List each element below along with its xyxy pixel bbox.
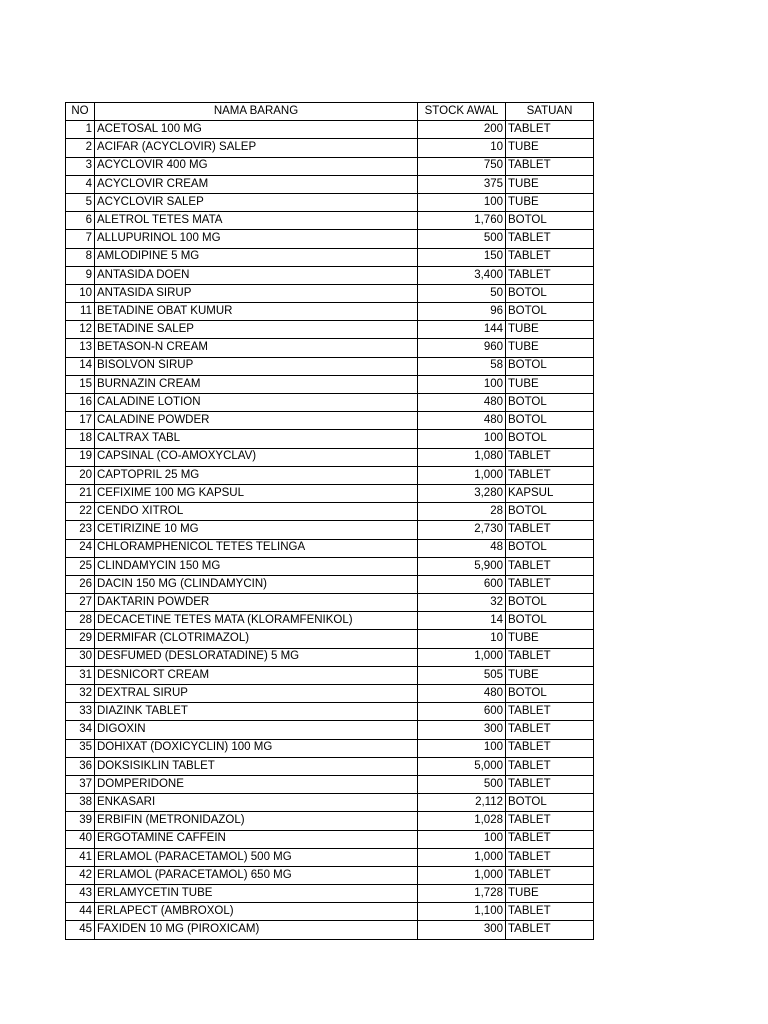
unit-value: BOTOL (506, 212, 594, 230)
row-number: 25 (66, 557, 95, 575)
stock-value: 500 (418, 230, 506, 248)
unit-value: TABLET (506, 848, 594, 866)
unit-value: TABLET (506, 830, 594, 848)
table-row (66, 339, 594, 357)
row-number: 31 (66, 666, 95, 684)
unit-value: TABLET (506, 903, 594, 921)
row-number: 21 (66, 484, 95, 502)
stock-value: 1,000 (418, 466, 506, 484)
stock-value: 14 (418, 612, 506, 630)
stock-value: 10 (418, 630, 506, 648)
stock-value: 28 (418, 503, 506, 521)
row-number: 6 (66, 212, 95, 230)
table-row (66, 794, 594, 812)
stock-value: 5,900 (418, 557, 506, 575)
table-row (66, 175, 594, 193)
item-name: BURNAZIN CREAM (95, 375, 418, 393)
row-number: 33 (66, 703, 95, 721)
table-row (66, 903, 594, 921)
stock-value: 100 (418, 375, 506, 393)
table-row (66, 121, 594, 139)
row-number: 11 (66, 303, 95, 321)
stock-value: 1,000 (418, 848, 506, 866)
table-row (66, 266, 594, 284)
row-number: 20 (66, 466, 95, 484)
header-unit: SATUAN (506, 103, 594, 121)
stock-value: 32 (418, 594, 506, 612)
unit-value: TUBE (506, 666, 594, 684)
stock-value: 3,280 (418, 484, 506, 502)
table-row (66, 848, 594, 866)
row-number: 44 (66, 903, 95, 921)
item-name: DIGOXIN (95, 721, 418, 739)
table-row (66, 503, 594, 521)
item-name: ERLAMOL (PARACETAMOL) 650 MG (95, 866, 418, 884)
table-row (66, 757, 594, 775)
item-name: ANTASIDA DOEN (95, 266, 418, 284)
header-stock: STOCK AWAL (418, 103, 506, 121)
row-number: 2 (66, 139, 95, 157)
row-number: 34 (66, 721, 95, 739)
row-number: 39 (66, 812, 95, 830)
item-name: BISOLVON SIRUP (95, 357, 418, 375)
row-number: 12 (66, 321, 95, 339)
header-row (66, 103, 594, 121)
table-row (66, 866, 594, 884)
item-name: DACIN 150 MG (CLINDAMYCIN) (95, 575, 418, 593)
table-row (66, 193, 594, 211)
unit-value: TABLET (506, 866, 594, 884)
item-name: DOKSISIKLIN TABLET (95, 757, 418, 775)
row-number: 18 (66, 430, 95, 448)
item-name: CLINDAMYCIN 150 MG (95, 557, 418, 575)
unit-value: BOTOL (506, 394, 594, 412)
row-number: 3 (66, 157, 95, 175)
table-row (66, 139, 594, 157)
unit-value: TABLET (506, 157, 594, 175)
stock-value: 750 (418, 157, 506, 175)
unit-value: TUBE (506, 175, 594, 193)
table-row (66, 321, 594, 339)
unit-value: TABLET (506, 648, 594, 666)
unit-value: BOTOL (506, 539, 594, 557)
row-number: 14 (66, 357, 95, 375)
row-number: 24 (66, 539, 95, 557)
table-row (66, 212, 594, 230)
stock-value: 1,728 (418, 885, 506, 903)
unit-value: TABLET (506, 448, 594, 466)
row-number: 5 (66, 193, 95, 211)
item-name: BETASON-N CREAM (95, 339, 418, 357)
item-name: DOHIXAT (DOXICYCLIN) 100 MG (95, 739, 418, 757)
stock-value: 300 (418, 721, 506, 739)
table-row (66, 885, 594, 903)
table-row (66, 557, 594, 575)
row-number: 16 (66, 394, 95, 412)
stock-value: 1,100 (418, 903, 506, 921)
item-name: ACYCLOVIR CREAM (95, 175, 418, 193)
table-row (66, 685, 594, 703)
stock-value: 500 (418, 775, 506, 793)
unit-value: TABLET (506, 757, 594, 775)
item-name: DECACETINE TETES MATA (KLORAMFENIKOL) (95, 612, 418, 630)
stock-value: 10 (418, 139, 506, 157)
item-name: CEFIXIME 100 MG KAPSUL (95, 484, 418, 502)
row-number: 40 (66, 830, 95, 848)
item-name: ERBIFIN (METRONIDAZOL) (95, 812, 418, 830)
item-name: DESNICORT CREAM (95, 666, 418, 684)
stock-value: 3,400 (418, 266, 506, 284)
row-number: 13 (66, 339, 95, 357)
table-row (66, 466, 594, 484)
item-name: DOMPERIDONE (95, 775, 418, 793)
stock-value: 1,000 (418, 648, 506, 666)
stock-value: 58 (418, 357, 506, 375)
table-row (66, 612, 594, 630)
unit-value: BOTOL (506, 794, 594, 812)
item-name: CENDO XITROL (95, 503, 418, 521)
row-number: 22 (66, 503, 95, 521)
stock-value: 1,028 (418, 812, 506, 830)
row-number: 43 (66, 885, 95, 903)
unit-value: TABLET (506, 775, 594, 793)
row-number: 32 (66, 685, 95, 703)
stock-table (65, 102, 594, 940)
table-row (66, 303, 594, 321)
table-row (66, 648, 594, 666)
row-number: 37 (66, 775, 95, 793)
row-number: 17 (66, 412, 95, 430)
row-number: 23 (66, 521, 95, 539)
table-row (66, 357, 594, 375)
item-name: ACETOSAL 100 MG (95, 121, 418, 139)
row-number: 27 (66, 594, 95, 612)
row-number: 45 (66, 921, 95, 939)
stock-value: 300 (418, 921, 506, 939)
row-number: 15 (66, 375, 95, 393)
unit-value: TABLET (506, 703, 594, 721)
table-row (66, 921, 594, 939)
row-number: 38 (66, 794, 95, 812)
row-number: 35 (66, 739, 95, 757)
row-number: 8 (66, 248, 95, 266)
row-number: 7 (66, 230, 95, 248)
header-name: NAMA BARANG (95, 103, 418, 121)
unit-value: TUBE (506, 375, 594, 393)
item-name: CETIRIZINE 10 MG (95, 521, 418, 539)
row-number: 10 (66, 284, 95, 302)
unit-value: TABLET (506, 248, 594, 266)
unit-value: BOTOL (506, 503, 594, 521)
row-number: 26 (66, 575, 95, 593)
unit-value: TABLET (506, 921, 594, 939)
stock-value: 480 (418, 412, 506, 430)
item-name: FAXIDEN 10 MG (PIROXICAM) (95, 921, 418, 939)
item-name: ERGOTAMINE CAFFEIN (95, 830, 418, 848)
stock-value: 48 (418, 539, 506, 557)
unit-value: TABLET (506, 557, 594, 575)
stock-value: 505 (418, 666, 506, 684)
item-name: BETADINE OBAT KUMUR (95, 303, 418, 321)
unit-value: TUBE (506, 321, 594, 339)
row-number: 30 (66, 648, 95, 666)
item-name: CALTRAX TABL (95, 430, 418, 448)
table-row (66, 394, 594, 412)
unit-value: BOTOL (506, 430, 594, 448)
row-number: 28 (66, 612, 95, 630)
unit-value: TABLET (506, 121, 594, 139)
stock-value: 2,730 (418, 521, 506, 539)
item-name: ALLUPURINOL 100 MG (95, 230, 418, 248)
item-name: ANTASIDA SIRUP (95, 284, 418, 302)
stock-value: 100 (418, 739, 506, 757)
row-number: 4 (66, 175, 95, 193)
unit-value: TABLET (506, 739, 594, 757)
stock-value: 1,080 (418, 448, 506, 466)
row-number: 19 (66, 448, 95, 466)
unit-value: TABLET (506, 575, 594, 593)
table-row (66, 721, 594, 739)
item-name: CAPSINAL (CO-AMOXYCLAV) (95, 448, 418, 466)
unit-value: TABLET (506, 812, 594, 830)
table-row (66, 412, 594, 430)
stock-value: 2,112 (418, 794, 506, 812)
stock-value: 100 (418, 430, 506, 448)
stock-value: 960 (418, 339, 506, 357)
item-name: ALETROL TETES MATA (95, 212, 418, 230)
table-row (66, 448, 594, 466)
item-name: BETADINE SALEP (95, 321, 418, 339)
unit-value: BOTOL (506, 612, 594, 630)
item-name: CHLORAMPHENICOL TETES TELINGA (95, 539, 418, 557)
row-number: 36 (66, 757, 95, 775)
item-name: DIAZINK TABLET (95, 703, 418, 721)
table-row (66, 230, 594, 248)
unit-value: BOTOL (506, 685, 594, 703)
stock-value: 200 (418, 121, 506, 139)
row-number: 29 (66, 630, 95, 648)
stock-value: 100 (418, 193, 506, 211)
table-row (66, 248, 594, 266)
table-row (66, 775, 594, 793)
unit-value: TABLET (506, 266, 594, 284)
unit-value: BOTOL (506, 594, 594, 612)
unit-value: TABLET (506, 230, 594, 248)
stock-value: 100 (418, 830, 506, 848)
stock-value: 600 (418, 575, 506, 593)
table-row (66, 812, 594, 830)
stock-value: 50 (418, 284, 506, 302)
unit-value: TUBE (506, 193, 594, 211)
item-name: CALADINE POWDER (95, 412, 418, 430)
table-row (66, 430, 594, 448)
table-row (66, 703, 594, 721)
row-number: 42 (66, 866, 95, 884)
unit-value: KAPSUL (506, 484, 594, 502)
table-row (66, 375, 594, 393)
header-no: NO (66, 103, 95, 121)
stock-value: 600 (418, 703, 506, 721)
table-row (66, 666, 594, 684)
item-name: ERLAMYCETIN TUBE (95, 885, 418, 903)
table-row (66, 739, 594, 757)
table-row (66, 594, 594, 612)
stock-value: 1,760 (418, 212, 506, 230)
item-name: ERLAPECT (AMBROXOL) (95, 903, 418, 921)
stock-value: 150 (418, 248, 506, 266)
table-body (66, 121, 594, 939)
item-name: CAPTOPRIL 25 MG (95, 466, 418, 484)
item-name: AMLODIPINE 5 MG (95, 248, 418, 266)
stock-value: 1,000 (418, 866, 506, 884)
stock-value: 480 (418, 394, 506, 412)
table-row (66, 284, 594, 302)
unit-value: TABLET (506, 521, 594, 539)
item-name: ACYCLOVIR SALEP (95, 193, 418, 211)
item-name: ERLAMOL (PARACETAMOL) 500 MG (95, 848, 418, 866)
item-name: ACIFAR (ACYCLOVIR) SALEP (95, 139, 418, 157)
row-number: 41 (66, 848, 95, 866)
unit-value: TUBE (506, 139, 594, 157)
table-row (66, 575, 594, 593)
stock-value: 5,000 (418, 757, 506, 775)
row-number: 9 (66, 266, 95, 284)
table-row (66, 484, 594, 502)
item-name: ENKASARI (95, 794, 418, 812)
unit-value: BOTOL (506, 412, 594, 430)
unit-value: TUBE (506, 885, 594, 903)
unit-value: BOTOL (506, 284, 594, 302)
unit-value: BOTOL (506, 357, 594, 375)
table-row (66, 539, 594, 557)
unit-value: TABLET (506, 721, 594, 739)
stock-value: 375 (418, 175, 506, 193)
item-name: DERMIFAR (CLOTRIMAZOL) (95, 630, 418, 648)
item-name: DESFUMED (DESLORATADINE) 5 MG (95, 648, 418, 666)
table-row (66, 830, 594, 848)
item-name: DEXTRAL SIRUP (95, 685, 418, 703)
table-row (66, 630, 594, 648)
unit-value: TUBE (506, 339, 594, 357)
row-number: 1 (66, 121, 95, 139)
stock-value: 96 (418, 303, 506, 321)
stock-value: 144 (418, 321, 506, 339)
table-row (66, 521, 594, 539)
stock-value: 480 (418, 685, 506, 703)
table-row (66, 157, 594, 175)
unit-value: TUBE (506, 630, 594, 648)
item-name: ACYCLOVIR 400 MG (95, 157, 418, 175)
unit-value: TABLET (506, 466, 594, 484)
item-name: CALADINE LOTION (95, 394, 418, 412)
unit-value: BOTOL (506, 303, 594, 321)
item-name: DAKTARIN POWDER (95, 594, 418, 612)
